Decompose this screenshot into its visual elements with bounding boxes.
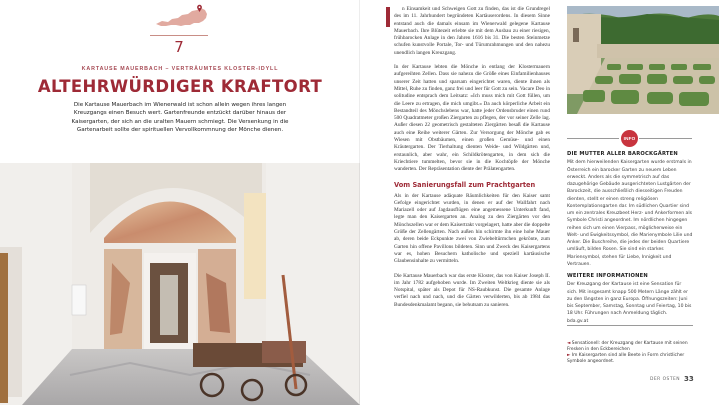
further-info-text: Der Kreuzgang der Kartause ist eine Sensation für sich. Mit insgesamt knapp 500 Metern Länge zählt er zu den längsten in ganz Europa. Öffnungszeiten: Juni bis September, Samstag, Sonntag und Feiertag, 10 bis 18 Uhr. Führungen nach Anmeldung täglich.	[567, 282, 692, 317]
kicker: KARTAUSE MAUERBACH – VERTRÄUMTES KLOSTER-IDYLL	[81, 66, 279, 72]
section-label: DER OSTEN	[650, 377, 681, 382]
further-info-heading: WEITERE INFORMATIONEN	[567, 273, 648, 279]
photo-captions	[567, 341, 693, 365]
info-divider	[567, 130, 692, 146]
arrow-up-icon: ►	[567, 353, 571, 358]
chapter-rule	[150, 35, 208, 36]
article-paragraph: n Einsamkeit und Schweigen Gott zu finden, das ist die Grundregel des im 11. Jahrhundert begründeten Kartäuserordens. In diesem Sinne entstand auch die damals einsam im Wienerwald gelegene Kartause Mauerbach. Ihre Blütezeit erlebte sie mit dem Ausbau zu einer riesigen, frühbarocken Anlage in den Jahren 1616 bis 31. Die besten Steinmetze schufen kunstvolle Portale, Tor- und Türumrahmungen und den nahezu unendlich langen Kreuzgang.	[394, 6, 550, 56]
chapter-number: 7	[174, 38, 184, 56]
info-heading: DIE MUTTER ALLER BAROCKGÄRTEN	[567, 151, 678, 157]
caption-1-text: Sensationell: der Kreuzgang der Kartause mit seinen Fresken in den Eckbereichen	[567, 341, 688, 352]
article-paragraph: Die Kartause Mauerbach war das erste Kloster, das von Kaiser Joseph II. im Jahr 1782 aufgehoben wurde. Im Zweiten Weltkrieg diente sie als Notspital, später als Depot für NS-Raubkunst. Die gesamte Anlage verfiel nach und nach, und die Gärten verwilderten, bis ab 1984 das Bundesdenkmalamt begann, sie behutsam zu sanieren.	[394, 272, 550, 308]
article-paragraph: Als in der Kartause adäquate Räumlichkeiten für den Kaiser samt Gefolge eingerichtet wurden, in denen er auf der Wallfahrt nach Mariazell oder auf Jagdausflügen eine angemessene Unterkunft fand, legte man den Kaisergarten an. Analog zu den Ziergärten vor den Mönchszellen war er dem Kaisertrakt vorgelagert, hatte aber die doppelte Größe der Zellengärten. Nach außen hin schirmte ihn eine hohe Mauer ab, deren beide Eckpunkte zwei von Zwiebeltürmchen gekrönte, zum Garten hin offene Pavillons bildeten. Sinn und Zweck des Kaisergartens war es, hohen Besuchern katholische und speziell kartäusische Glaubensinhalte zu vermitteln.	[394, 192, 550, 265]
cloister-photo	[0, 163, 360, 405]
sidebar-rule	[567, 325, 693, 326]
cloister-illustration	[0, 163, 360, 405]
article-subhead: Vom Sanierungsfall zum Prachtgarten	[394, 180, 536, 189]
info-rule-right	[639, 138, 692, 139]
arrow-left-icon: ◄	[567, 341, 571, 346]
garden-photo	[567, 6, 719, 114]
intro-text: Die Kartause Mauerbach im Wienerwald ist schon allein wegen ihres langen Kreuzgangs einen Besuch wert. Gartenfreunde entzückt darüber hinaus der Kaisergarten, der sich an die uralten Mauern schmiegt. Die Versenkung in die Gartenarbeit sollte der spirituellen Vervollkommnung der Mönche dienen.	[71, 102, 289, 134]
info-badge: INFO	[621, 130, 638, 147]
caption-2	[567, 353, 693, 365]
info-box	[567, 151, 693, 330]
website-link[interactable]: bda.gv.at	[567, 318, 589, 324]
article-body	[394, 6, 550, 316]
info-text: Mit dem hierweilenden Kaisergarten wurde erstmals in Österreich ein barocker Garten zu neuem Leben erweckt. Anders als die symmetrisch auf das dazugehörige Gebäude ausgerichteten Lustgärten der Barockzeit, die ausschließlich diesseitigen Freuden dienten, stellt er einen streng religiösen Kontemplationsgarten dar. Im südlichen Quartier sind um ein zentrales Kreuzbeet Herz- und Ankerformen als Symbole Christi angeordnet. Im nördlichen hingegen reihen sich um einen Vierpass, möglicherweise ein Welt- und Ewigkeitssymbol, die Marienymbole Lilie und Anker. Die Buschreihe, die jedes der beiden Quartiere umläuft, bilden Rosen. Sie sind ein starkes Mariensymbol, stehen für Liebe, Innigkeit und Vertrauen.	[567, 160, 693, 267]
drop-cap-bar	[386, 7, 390, 27]
page-number: 33	[684, 375, 694, 383]
caption-2-text: Im Kaisergarten sind alle Beete in Form christlicher Symbole angeordnet.	[567, 353, 685, 364]
page-title: ALTEHRWÜRDIGER KRAFTORT	[37, 77, 323, 96]
caption-1	[567, 341, 693, 353]
garden-illustration	[567, 6, 719, 114]
austria-map-icon	[152, 4, 210, 30]
article-paragraph: In der Kartause lebten die Mönche in entlang der Klostermauern aufgereihten Zellen. Dass sie nahezu die Größe eines Einfamilienhauses unserer Zeit hatten und sparsam eingerichtet waren, diente ihnen als Mittel, Ruhe zu finden, ganz frei und leer für Gott zu sein. Vacare Deo in solitudine entsprach dem Leitsatz: »Ich muss mich mit Gott füllen, um die Leere zu ertragen, die mich umgibt.« Da auch körperliche Arbeit ein Bestandteil des Mönchslebens war, hatte jeder Ordensbruder einen rund 500 Quadratmeter großen Ziergarten zu pflegen, der vor seiner Zelle lag. Außer diesen 22 geometrisch gestalteten Ziergärten besaß die Kartause auch eine Reihe weiterer Gärten. Zur Versorgung der Mönche gab es Wiesen mit Obstbäumen, einen großen Gemüse- und einen Kräutergarten. Der Tierhaltung dienten Weide- und Wildgärten und, erstaunlich, aber wahr, ein Schildkrötengarten, in dem sich die Kriechtiere tummelten, bevor sie in die Kochtöpfe der Mönche wanderten. Der Repräsentation diente der Prälatengarten.	[394, 64, 550, 173]
info-rule-left	[567, 138, 619, 139]
